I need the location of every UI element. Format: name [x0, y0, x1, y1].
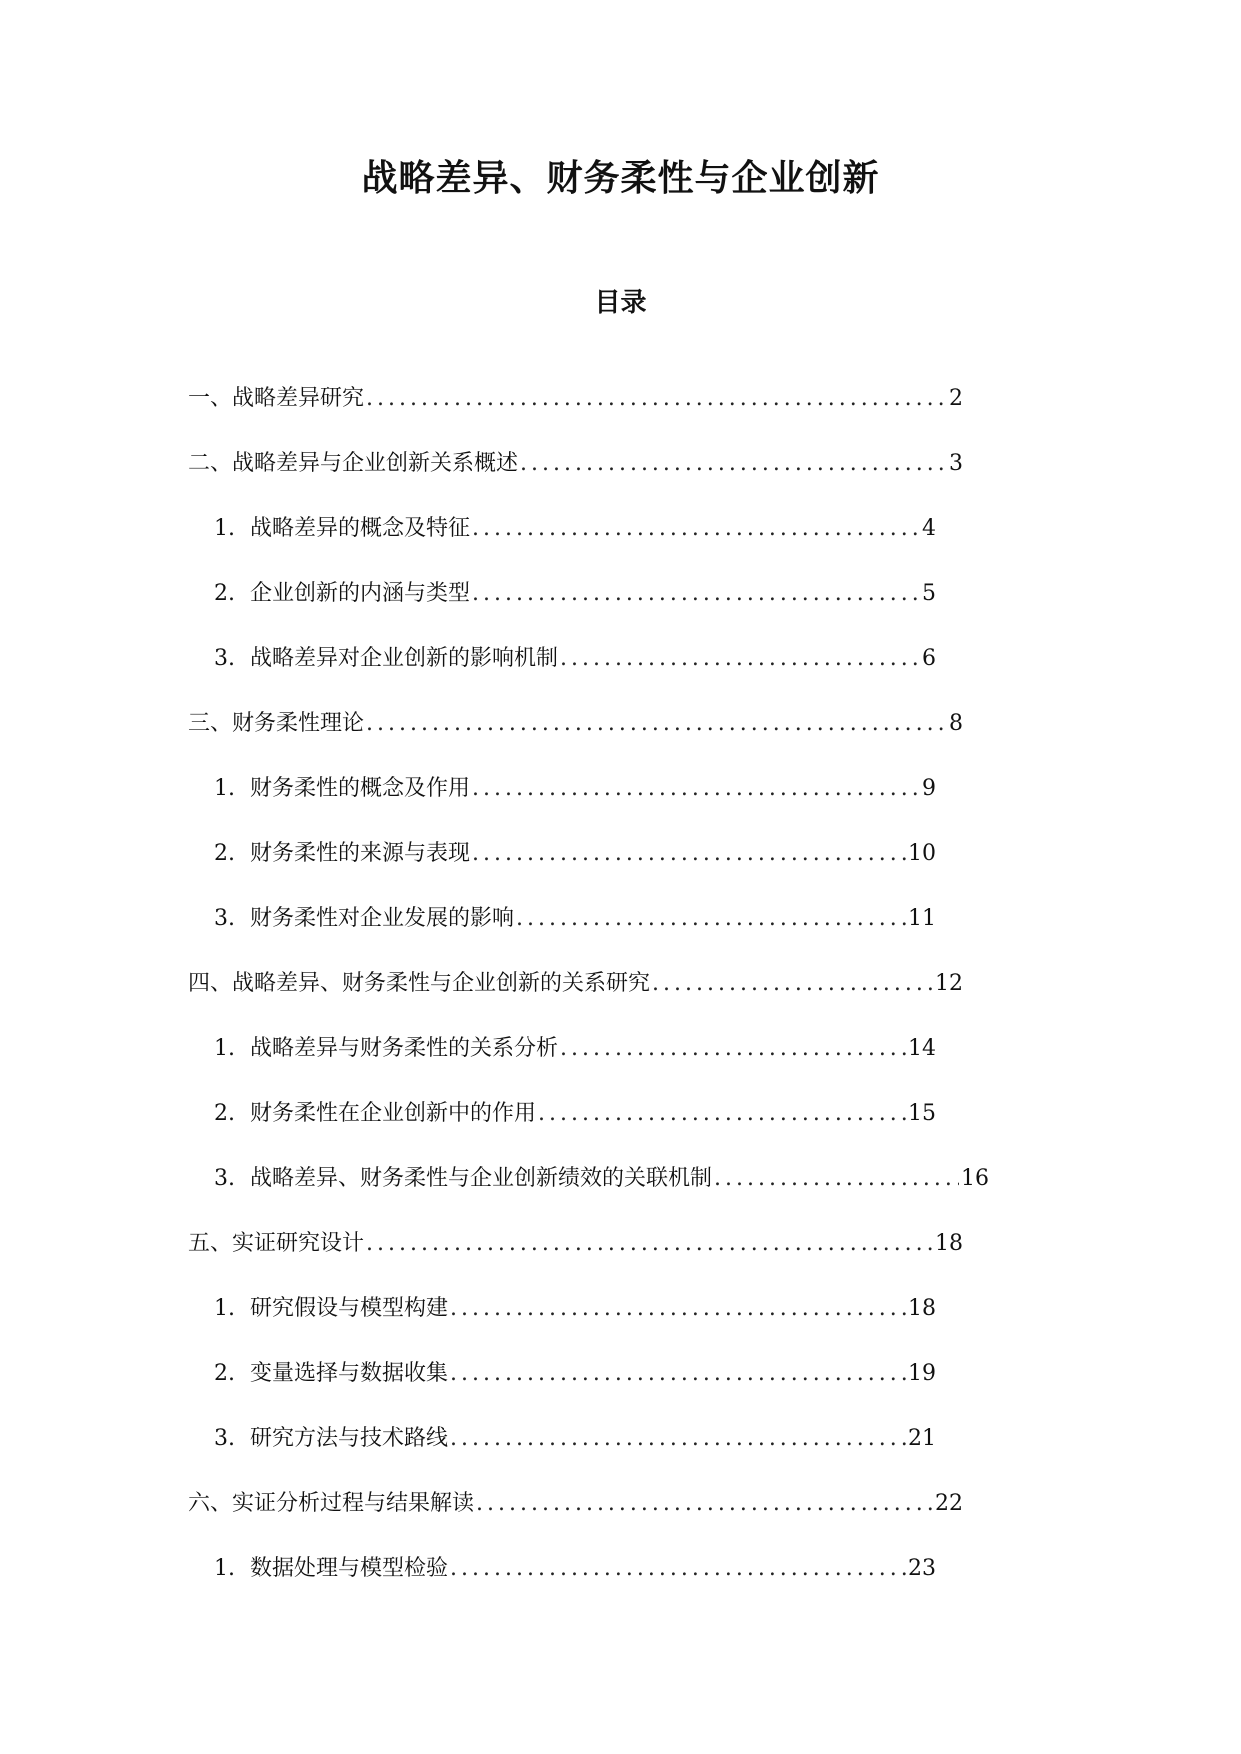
dot-leader [472, 839, 906, 869]
toc-entry-label: 战略差异与财务柔性的关系分析 [250, 1036, 559, 1061]
toc-entry[interactable] [0, 449, 963, 514]
table-of-contents [0, 384, 1241, 1619]
toc-entry[interactable] [0, 969, 963, 1034]
toc-entry[interactable] [0, 1489, 963, 1554]
dot-leader [516, 904, 906, 934]
toc-entry-number: 1. [214, 776, 235, 801]
toc-entry-label: 战略差异的概念及特征 [250, 516, 471, 541]
toc-entry-page-number: 6 [922, 646, 936, 671]
dot-leader [476, 1489, 933, 1519]
dot-leader [366, 384, 947, 414]
toc-entry-label: 战略差异对企业创新的影响机制 [250, 646, 559, 671]
toc-entry-page-number: 8 [949, 711, 963, 736]
toc-entry-page-number: 23 [908, 1556, 936, 1581]
toc-entry-number: 2. [214, 1101, 235, 1126]
toc-entry-page-number: 12 [935, 971, 963, 996]
toc-heading: 目录 [594, 288, 647, 318]
toc-entry-number: 3. [214, 1426, 235, 1451]
toc-entry-label: 研究方法与技术路线 [250, 1426, 449, 1451]
toc-entry-label: 六、实证分析过程与结果解读 [188, 1491, 475, 1516]
toc-entry-label: 一、战略差异研究 [188, 386, 365, 411]
dot-leader [450, 1554, 906, 1584]
dot-leader [520, 449, 947, 479]
dot-leader [366, 709, 947, 739]
toc-entry-page-number: 18 [908, 1296, 936, 1321]
toc-entry[interactable] [0, 1294, 936, 1359]
toc-entry-label: 企业创新的内涵与类型 [250, 581, 471, 606]
toc-entry[interactable] [0, 1034, 936, 1099]
toc-entry-label: 变量选择与数据收集 [250, 1361, 449, 1386]
toc-entry-number: 3. [214, 906, 235, 931]
toc-entry-page-number: 9 [922, 776, 936, 801]
dot-leader [472, 514, 920, 544]
toc-entry-label: 财务柔性对企业发展的影响 [250, 906, 515, 931]
toc-entry-label: 财务柔性的来源与表现 [250, 841, 471, 866]
dot-leader [652, 969, 933, 999]
toc-entry-label: 数据处理与模型检验 [250, 1556, 449, 1581]
toc-entry-label: 财务柔性在企业创新中的作用 [250, 1101, 537, 1126]
dot-leader [450, 1424, 906, 1454]
toc-entry-page-number: 22 [935, 1491, 963, 1516]
toc-entry-label: 三、财务柔性理论 [188, 711, 365, 736]
document-title: 战略差异、财务柔性与企业创新 [361, 158, 880, 199]
toc-entry-page-number: 15 [908, 1101, 936, 1126]
toc-entry-number: 2. [214, 581, 235, 606]
dot-leader [560, 1034, 906, 1064]
toc-entry-page-number: 11 [908, 906, 936, 931]
toc-entry-page-number: 14 [908, 1036, 936, 1061]
toc-entry[interactable] [0, 1099, 936, 1164]
toc-entry-page-number: 18 [935, 1231, 963, 1256]
dot-leader [714, 1164, 959, 1194]
toc-entry-label: 财务柔性的概念及作用 [250, 776, 471, 801]
dot-leader [472, 774, 920, 804]
toc-entry-page-number: 3 [949, 451, 963, 476]
toc-entry[interactable] [0, 839, 936, 904]
toc-entry-number: 3. [214, 646, 235, 671]
dot-leader [450, 1294, 906, 1324]
toc-entry-page-number: 19 [908, 1361, 936, 1386]
toc-entry-label: 战略差异、财务柔性与企业创新绩效的关联机制 [250, 1166, 713, 1191]
toc-entry-number: 1. [214, 1296, 235, 1321]
toc-entry[interactable] [0, 1229, 963, 1294]
dot-leader [538, 1099, 906, 1129]
toc-entry[interactable] [0, 774, 936, 839]
toc-entry-label: 四、战略差异、财务柔性与企业创新的关系研究 [188, 971, 651, 996]
dot-leader [450, 1359, 906, 1389]
dot-leader [472, 579, 920, 609]
dot-leader [366, 1229, 933, 1259]
toc-entry[interactable] [0, 1424, 936, 1489]
toc-entry-page-number: 21 [908, 1426, 936, 1451]
toc-entry[interactable] [0, 904, 936, 969]
toc-entry-page-number: 16 [961, 1166, 989, 1191]
toc-entry-label: 二、战略差异与企业创新关系概述 [188, 451, 519, 476]
toc-entry-label: 五、实证研究设计 [188, 1231, 365, 1256]
toc-entry-page-number: 10 [908, 841, 936, 866]
toc-entry[interactable] [0, 1359, 936, 1424]
toc-entry-number: 3. [214, 1166, 235, 1191]
toc-entry-number: 2. [214, 1361, 235, 1386]
toc-entry-page-number: 5 [922, 581, 936, 606]
toc-entry[interactable] [0, 709, 963, 774]
toc-entry[interactable] [0, 644, 936, 709]
toc-entry-number: 1. [214, 516, 235, 541]
toc-entry[interactable] [0, 1164, 989, 1229]
toc-entry-number: 1. [214, 1036, 235, 1061]
toc-entry[interactable] [0, 579, 936, 644]
toc-entry-page-number: 2 [949, 386, 963, 411]
toc-entry-label: 研究假设与模型构建 [250, 1296, 449, 1321]
toc-entry-page-number: 4 [922, 516, 936, 541]
toc-entry[interactable] [0, 384, 963, 449]
dot-leader [560, 644, 920, 674]
toc-entry[interactable] [0, 1554, 936, 1619]
toc-entry-number: 1. [214, 1556, 235, 1581]
toc-entry[interactable] [0, 514, 936, 579]
toc-entry-number: 2. [214, 841, 235, 866]
